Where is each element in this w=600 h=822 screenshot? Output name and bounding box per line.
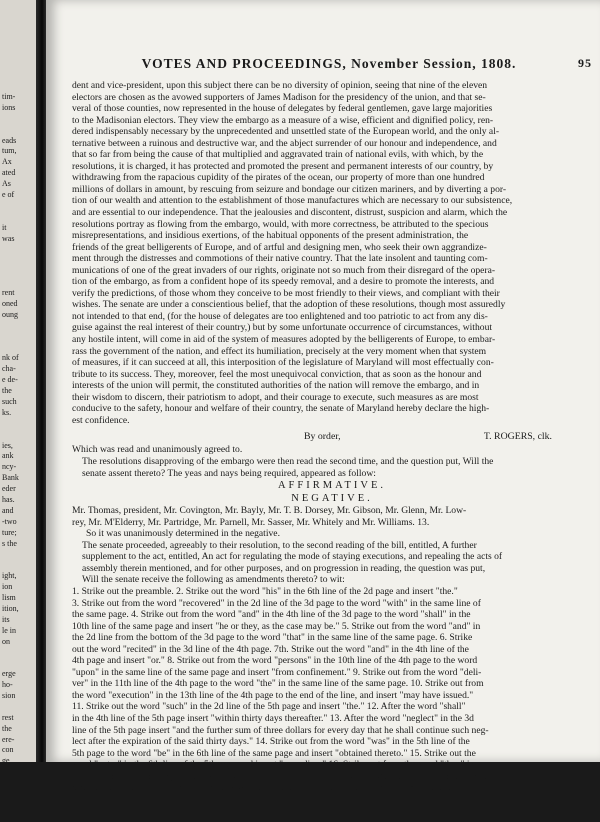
text-line: tribute to its success. They, moreover, feel the most unequivocal conviction, that as soon as the honour and — [72, 368, 482, 380]
voter-line: Mr. Thomas, president, Mr. Covington, Mr. Bayly, Mr. T. B. Dorsey, Mr. Gibson, Mr. Glenn, Mr. Low- — [72, 505, 467, 517]
left-page-fragment — [2, 549, 36, 560]
left-page-fragment: was — [2, 233, 15, 243]
left-page-fragment: ere- — [2, 734, 15, 744]
read-agreed-line: Which was read and unanimously agreed to. — [72, 444, 243, 456]
text-line: Will the senate receive the following as amendments thereto? to wit: — [82, 574, 345, 586]
text-line: dent and vice-president, upon this subject there can be no diversity of opinion, seeing that nine of the eleven — [72, 80, 488, 91]
page-header-title: VOTES AND PROCEEDINGS, November Session, 1808. — [141, 56, 517, 71]
left-page-fragment: s the — [2, 538, 17, 548]
left-page-fragments — [2, 92, 36, 822]
determined-note: So it was unanimously determined in the negative. — [86, 528, 280, 540]
text-line: not intended to that end, (for the house of delegates are too enlightened and too patriotic to act from any dis- — [72, 310, 488, 322]
left-page-fragment — [2, 789, 36, 800]
text-line: munications of one of the great invaders of our rights, originate not so much from their disregard of the opera- — [72, 264, 496, 276]
text-line: The resolutions disapproving of the embargo were then read the second time, and the question put, Will the — [82, 455, 494, 467]
left-page-fragment: Bank — [2, 473, 19, 483]
amendment-line: 5th page to the word "be" in the 6th line of the same page and insert "obtained thereto." 15. Strike out the — [72, 747, 476, 759]
by-order-text: By order, — [304, 431, 341, 443]
left-page-fragment: Ax — [2, 157, 12, 167]
left-page-fragment: sion — [2, 690, 16, 700]
left-page-fragment: erge — [2, 669, 16, 679]
senate-reply-paragraph — [72, 80, 592, 426]
left-page-fragment — [2, 560, 36, 571]
amendment-line: "upon" in the same line of the same page and insert "from confinement." 9. Strike out from the word "deli- — [72, 666, 482, 678]
text-line: senate assent thereto? The yeas and nays being required, appeared as follow: — [82, 467, 376, 479]
left-page-fragment — [2, 244, 36, 255]
right-page — [46, 0, 600, 794]
left-page-fragment — [2, 114, 36, 125]
page-number: 95 — [578, 56, 592, 70]
left-page-fragment: ions — [2, 102, 16, 112]
resolutions-note — [72, 456, 592, 479]
left-page-fragment — [2, 332, 36, 343]
amendment-line: 4th page and insert "or." 8. Strike out from the word "persons" in the 10th line of the 4th page to the word — [72, 655, 478, 667]
text-line: that so far from being the cause of that multiplied and aggravated train of national evils, with which, by the — [72, 149, 484, 161]
left-page-fragment: lism — [2, 592, 16, 602]
text-line: misrepresentations, and insidious exertions, of the habitual opponents of the present administration, the — [72, 230, 469, 242]
left-page-fragment: le in — [2, 625, 16, 635]
text-line: tion of our wealth and attention to the establishment of those manufactures which are necessary to our subsistence, — [72, 195, 513, 207]
left-page-fragment: ies, — [2, 440, 13, 450]
left-page-fragment: tum, — [2, 146, 17, 156]
text-line: tion of the embargo, as from a confident hope of its speedy removal, and a desire to promote the interests, and — [72, 276, 495, 288]
page-body — [72, 80, 592, 794]
left-page-fragment: ated — [2, 168, 16, 178]
left-page-fragment: ge — [2, 756, 10, 766]
left-page-fragment: nk of — [2, 353, 19, 363]
left-page-fragment: such — [2, 396, 17, 406]
left-page-fragment: it — [2, 222, 7, 232]
text-line: The senate proceeded, agreeably to their resolution, to the second reading of the bill, entitled, A further — [82, 539, 477, 551]
left-page-fragment: e of — [2, 190, 15, 200]
text-line: interests of the union will permit, the constituted authorities of the nation will remove the embargo, and in — [72, 380, 480, 392]
left-page-fragment — [2, 321, 36, 332]
left-page-fragment: rent — [2, 288, 15, 298]
affirmative-heading: AFFIRMATIVE. — [277, 480, 387, 492]
text-line: and are essential to our independence. That the jealousies and discontent, distrust, suspicion and alarm, which the — [72, 207, 508, 219]
left-page-fragment: the — [2, 386, 12, 396]
text-line: verify the predictions, of those whom they conceive to be most friendly to their views, and compliant with their — [72, 287, 500, 299]
left-page-fragment: eder — [2, 484, 16, 494]
amendments-list — [72, 586, 592, 794]
text-line: ternative between a ruinous and destructive war, and the abject surrender of our honour and independence, and — [72, 137, 497, 149]
amendment-line: lect after the expiration of the said thirty days." 14. Strike out from the word "was" in the 5th line of the — [72, 736, 470, 748]
left-page-fragment: ank — [2, 451, 14, 461]
text-line: electors are chosen as the avowed supporters of James Madison for the presidency of the union, and that se- — [72, 91, 486, 103]
text-line: guise against the real interest of their country,) but by some unfortunate occurrence of circumstances, without — [72, 322, 493, 334]
left-page-fragment — [2, 778, 36, 789]
left-page-fragment: eads — [2, 135, 17, 145]
left-page-fragment: its — [2, 614, 10, 624]
text-line: withdrawing from the rapacious cupidity of the pirates of the ocean, our property of more than one hundred — [72, 172, 485, 184]
text-line: veral of those counties, now represented in the house of delegates by federal gentlemen, gave large majorities — [72, 103, 493, 115]
text-line: resolutions, it is charged, it has protected and promoted the present and permanent interests of our country, by — [72, 160, 494, 172]
left-page-fragment: ight, — [2, 571, 17, 581]
left-page-fragment — [2, 125, 36, 136]
left-page-fragment: ion — [2, 582, 13, 592]
left-page-edge — [0, 0, 36, 777]
left-page-fragment: tim- — [2, 92, 16, 101]
running-header — [66, 56, 592, 76]
amendment-line: 1. Strike out the preamble. 2. Strike out the word "his" in the 6th line of the 2d page and insert "the." — [72, 585, 458, 597]
text-line: millions of dollars in amount, by rescuing from seizure and bondage our citizen mariners, and by diverting a por- — [72, 183, 507, 195]
bill-reading-paragraph — [72, 540, 592, 586]
text-line: rass the government of the nation, and effect its humiliation, precisely at the very moment when that system — [72, 345, 487, 357]
text-line: dered indispensably necessary by the unprecedented and unsettled state of the European world, and the only al- — [72, 126, 500, 138]
left-page-fragment — [2, 647, 36, 658]
amendment-line: 10th line of the same page and insert "he or they, as the case may be." 5. Strike out from the word "and" in — [72, 620, 481, 632]
amendment-line: in the 4th line of the 5th page insert "within thirty days thereafter." 13. After the word "neglect" in the 3d — [72, 712, 474, 724]
left-page-fragment: and — [2, 505, 14, 515]
text-line: friends of the great belligerents of Europe, and of artful and designing men, who seek their own aggrandize- — [72, 241, 487, 253]
left-page-fragment — [2, 201, 36, 212]
left-page-fragment — [2, 212, 36, 223]
left-page-fragment: oung — [2, 309, 18, 319]
amendment-line: the 11th line of the 5th page to the word "which" in the 12th line of the same page and insert "such confession — [72, 770, 494, 782]
left-page-fragment: As — [2, 179, 11, 189]
left-page-fragment: rest — [2, 712, 14, 722]
signature-block — [72, 431, 592, 444]
text-line: conducive to the safety, honour and welfare of their country, the senate of Maryland hereby declare the high- — [72, 403, 490, 415]
clerk-signature: T. ROGERS, clk. — [483, 431, 552, 443]
text-line: to the Madisonian electors. They view the embargo as a measure of a wise, efficient and dignified policy, ren- — [72, 114, 494, 126]
left-page-fragment — [2, 266, 36, 277]
amendment-line: 11. Strike out the word "such" in the 2d line of the 5th page and insert "the." 12. After the word "shall" — [72, 701, 466, 713]
left-page-fragment — [2, 702, 36, 713]
voter-line: rey, Mr. M'Elderry, Mr. Partridge, Mr. Parnell, Mr. Sasser, Mr. Whitely and Mr. Williams. 13. — [72, 516, 430, 528]
text-line: wishes. The senate are under a conscientious belief, that the adoption of these resolutions, though most assuredly — [72, 299, 506, 311]
left-page-fragment: oned — [2, 298, 18, 308]
left-page-fragment: ho- — [2, 680, 13, 690]
left-page-fragment: -two — [2, 516, 17, 526]
text-line: resolutions portray as flowing from the embargo, would, with more correctness, be attributed to the specious — [72, 218, 489, 230]
amendment-line: shall be returned to the clerk of the county where the said justice may reside, to be by him recorded — [72, 782, 453, 794]
amendment-line: out the word "recited" in the 3d line of the 4th page. 7th. Strike out the word "and" in the 4th line of the — [72, 643, 469, 655]
negative-heading: NEGATIVE. — [291, 492, 373, 504]
amendment-line: word "entry" in the 6th line of the 5th page and insert "recording." 16. Strike out from the word "then" in — [72, 759, 475, 771]
amendment-line: ver" in the 11th line of the 4th page to the word "the" in the same line of the same page. 10. Strike out from — [72, 678, 484, 690]
left-page-fragment — [2, 800, 36, 811]
left-page-fragment: e de- — [2, 375, 18, 385]
left-page-fragment — [2, 277, 36, 288]
left-page-fragment — [2, 430, 36, 441]
left-page-fragment: con — [2, 745, 14, 755]
negative-voters-list — [72, 505, 592, 528]
amendment-line: the 2d line from the bottom of the 3d page to the word "that" in the same line of the same page. 6. Strike — [72, 632, 473, 644]
text-line: their wisdom to discern, their patriotism to adopt, and their courage to execute, such measures as are most — [72, 391, 479, 403]
amendment-line: the word "execution" in the 13th line of the 4th page to the end of the line, and insert "may have issued." — [72, 689, 474, 701]
left-page-fragment — [2, 811, 36, 822]
left-page-fragment: the — [2, 723, 12, 733]
left-page-fragment — [2, 419, 36, 430]
left-page-fragment: on — [2, 636, 10, 646]
text-line: assembly therein mentioned, and for other purposes, and on progression in reading, the question was put, — [82, 562, 486, 574]
text-line: of measures, if it can succeed at all, this interposition of the legislature of Maryland will most effectually con- — [72, 357, 494, 369]
left-page-fragment: ks. — [2, 407, 12, 417]
amendment-line: 3. Strike out from the word "recovered" in the 2d line of the 3d page to the word "with" in the same line of — [72, 597, 481, 609]
left-page-fragment: rse — [2, 767, 12, 777]
left-page-fragment: cha- — [2, 364, 16, 374]
left-page-fragment — [2, 342, 36, 353]
text-line: ment through the distresses and commotions of their native country. That the late insolent and taunting com- — [72, 253, 488, 265]
left-page-fragment: ture; — [2, 527, 17, 537]
left-page-fragment — [2, 658, 36, 669]
text-line: any hostile intent, will come in aid of the system of measures adopted by the belligerents of Europe, to embar- — [72, 334, 496, 346]
left-page-fragment: ition, — [2, 603, 19, 613]
text-line: est confidence. — [72, 414, 130, 426]
left-page-fragment — [2, 255, 36, 266]
text-line: supplement to the act, entitled, An act for regulating the mode of staying executions, and repealing the acts of — [82, 551, 503, 563]
left-page-fragment: has. — [2, 494, 15, 504]
amendment-line: line of the 5th page insert "and the further sum of three dollars for every day that he shall continue such neg- — [72, 724, 489, 736]
left-page-fragment: ncy- — [2, 462, 17, 472]
amendment-line: the same page. 4. Strike out from the word "and" in the 4th line of the 3d page to the word "shall" in the — [72, 609, 471, 621]
